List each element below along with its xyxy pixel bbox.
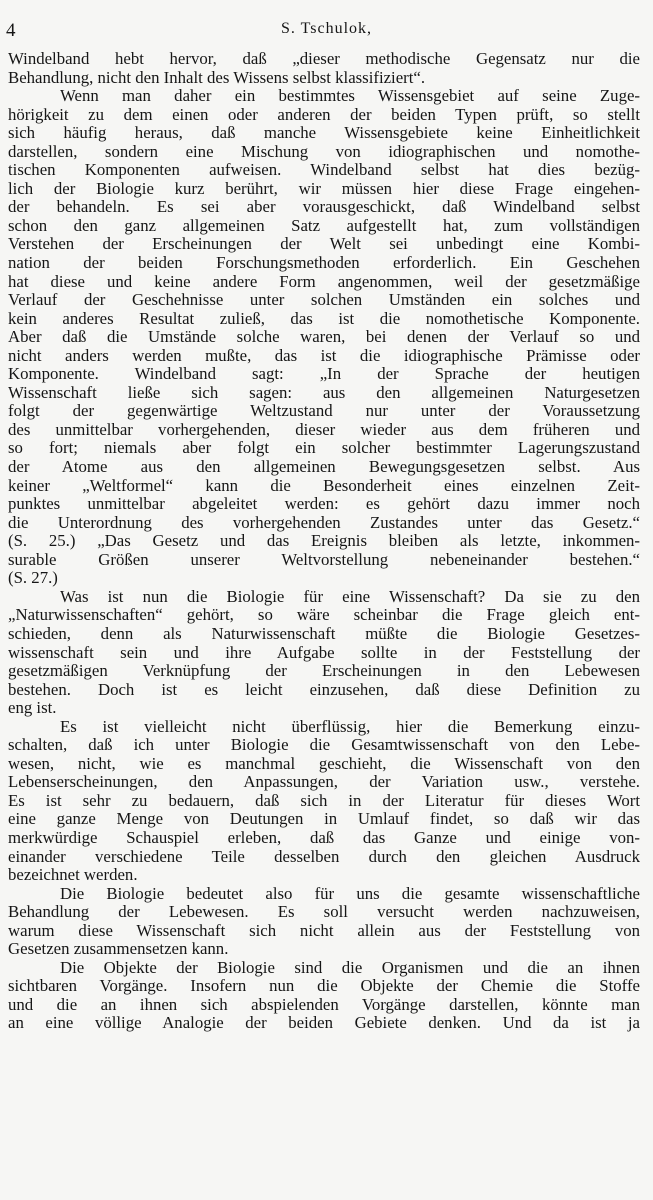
- text-line: (S. 25.) „Das Gesetz und das Ereignis bleiben als letzte, inkommen-: [8, 532, 640, 551]
- text-line: schieden, denn als Naturwissenschaft müßte die Biologie Gesetzes-: [8, 624, 640, 643]
- text-line: lich der Biologie kurz berührt, wir müssen hier diese Frage eingehen-: [8, 179, 640, 198]
- text-line: folgt der gegenwärtige Weltzustand nur unter der Voraussetzung: [8, 402, 640, 421]
- text-line: Wissenschaft ließe sich sagen: aus den allgemeinen Naturgesetzen: [8, 383, 640, 402]
- text-line: Wenn man daher ein bestimmtes Wissensgebiet auf seine Zuge-: [60, 87, 640, 106]
- text-line: Verstehen der Erscheinungen der Welt sei unbedingt eine Kombi-: [8, 235, 640, 254]
- text-line: „Naturwissenschaften“ gehört, so wäre scheinbar die Frage gleich ent-: [8, 606, 640, 625]
- text-line: (S. 27.): [8, 569, 58, 588]
- text-line: hat diese und keine andere Form angenommen, weil der gesetzmäßige: [8, 272, 640, 291]
- text-line: nation der beiden Forschungsmethoden erforderlich. Ein Geschehen: [8, 254, 640, 273]
- text-line: merkwürdige Schauspiel erleben, daß das Ganze und einige von-: [8, 828, 640, 847]
- text-line: Behandlung der Lebewesen. Es soll versucht werden nachzuweisen,: [8, 903, 640, 922]
- text-line: Lebenserscheinungen, den Anpassungen, der Variation usw., verstehe.: [8, 773, 640, 792]
- text-line: bestehen. Doch ist es leicht einzusehen, daß diese Definition zu: [8, 680, 640, 699]
- text-line: schon den ganz allgemeinen Satz aufgestellt hat, zum vollständigen: [8, 216, 640, 235]
- text-line: Komponente. Windelband sagt: „In der Sprache der heutigen: [8, 365, 640, 384]
- text-line: surable Größen unserer Weltvorstellung nebeneinander bestehen.“: [8, 550, 640, 569]
- text-line: schalten, daß ich unter Biologie die Gesamtwissenschaft von den Lebe-: [8, 736, 640, 755]
- text-line: punktes unmittelbar abgeleitet werden: es gehört dazu immer noch: [8, 495, 640, 514]
- text-line: wesen, nicht, wie es manchmal geschieht, die Wissenschaft von den: [8, 754, 640, 773]
- text-line: kein anderes Resultat zuließ, das ist die nomothetische Komponente.: [8, 309, 640, 328]
- text-line: sichtbaren Vorgänge. Insofern nun die Objekte der Chemie die Stoffe: [8, 977, 640, 996]
- text-line: nicht anders werden mußte, das ist die idiographische Prämisse oder: [8, 346, 640, 365]
- text-line: Windelband hebt hervor, daß „dieser methodische Gegensatz nur die: [8, 50, 640, 68]
- text-line: Die Objekte der Biologie sind die Organismen und die an ihnen: [60, 958, 640, 977]
- text-line: die Unterordnung des vorhergehenden Zustandes unter das Gesetz.“: [8, 513, 640, 532]
- text-line: Behandlung, nicht den Inhalt des Wissens selbst klassifiziert“.: [8, 68, 426, 87]
- text-line: eng ist.: [8, 699, 57, 718]
- text-line: der behandeln. Es sei aber vorausgeschickt, daß Windelband selbst: [8, 198, 640, 217]
- text-line: Aber daß die Umstände solche waren, bei denen der Verlauf so und: [8, 328, 640, 347]
- text-line: des unmittelbar vorhergehenden, dieser wieder aus dem früheren und: [8, 420, 640, 439]
- text-line: warum diese Wissenschaft sich nicht allein aus der Feststellung von: [8, 921, 640, 940]
- text-line: eine ganze Menge von Deutungen in Umlauf findet, so daß wir das: [8, 810, 640, 829]
- text-line: tischen Komponenten aufweisen. Windelband selbst hat dies bezüg-: [8, 161, 640, 180]
- text-line: Die Biologie bedeutet also für uns die gesamte wissenschaftliche: [60, 884, 640, 903]
- text-line: Es ist vielleicht nicht überflüssig, hier die Bemerkung einzu-: [60, 717, 640, 736]
- text-line: Es ist sehr zu bedauern, daß sich in der Literatur für dieses Wort: [8, 791, 640, 810]
- text-line: einander verschiedene Teile desselben durch den gleichen Ausdruck: [8, 847, 640, 866]
- page-number: 4: [6, 20, 16, 41]
- text-line: wissenschaft sein und ihre Aufgabe sollte in der Feststellung der: [8, 643, 640, 662]
- running-head: S. Tschulok,: [280, 20, 373, 37]
- text-line: Was ist nun die Biologie für eine Wissenschaft? Da sie zu den: [60, 587, 640, 606]
- text-line: Verlauf der Geschehnisse unter solchen Umständen ein solches und: [8, 291, 640, 310]
- text-line: und die an ihnen sich abspielenden Vorgänge darstellen, könnte man: [8, 995, 640, 1014]
- text-line: an eine völlige Analogie der beiden Gebiete denken. Und da ist ja: [8, 1014, 640, 1033]
- body-text: [8, 50, 640, 1033]
- text-line: so fort; niemals aber folgt ein solcher bestimmter Lagerungszustand: [8, 439, 640, 458]
- text-line: Gesetzen zusammensetzen kann.: [8, 940, 229, 959]
- text-line: hörigkeit zu dem einen oder anderen der beiden Typen prüft, so stellt: [8, 105, 640, 124]
- page-header: [0, 20, 653, 42]
- text-line: der Atome aus den allgemeinen Bewegungsgesetzen selbst. Aus: [8, 458, 640, 477]
- text-line: bezeichnet werden.: [8, 866, 138, 885]
- text-line: keiner „Weltformel“ kann die Besonderheit eines einzelnen Zeit-: [8, 476, 640, 495]
- text-line: sich häufig heraus, daß manche Wissensgebiete keine Einheitlichkeit: [8, 124, 640, 143]
- text-line: gesetzmäßigen Verknüpfung der Erscheinungen in den Lebewesen: [8, 662, 640, 681]
- text-line: darstellen, sondern eine Mischung von idiographischen und nomothe-: [8, 142, 640, 161]
